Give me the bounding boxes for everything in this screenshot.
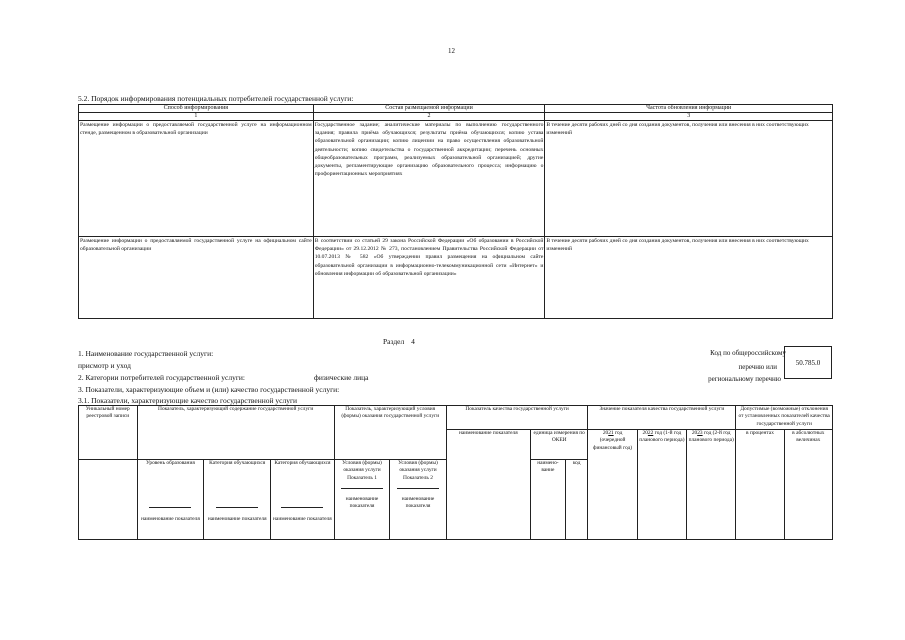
condition-indicator-2: Условия (формы) оказания услуги Показатель 2 наименование показателя (390, 460, 446, 540)
quality-indicators-table (78, 405, 833, 540)
content-indicator-2: Категория обучающихся наименование показателя (204, 460, 271, 540)
col-header-content: Состав размещаемой информации (313, 105, 545, 113)
col-header-frequency: Частота обновления информации (545, 105, 833, 113)
header-registry-number: Уникальный номер реестровой записи (79, 406, 138, 460)
header-indicator-values: Значение показателя качества государственной услуги (588, 406, 736, 430)
registry-code-box: 50.785.0 (784, 346, 832, 379)
header-unit-name: наимено-вание (530, 460, 565, 540)
section-52-heading: 5.2. Порядок информирования потенциальных потребителей государственной услуги: (78, 94, 354, 103)
consumer-category-label: 2. Категории потребителей государственной услуги: (78, 373, 246, 382)
col-number: 3 (545, 113, 833, 121)
informing-table (78, 104, 833, 319)
header-conditions-indicator: Показатель, характеризующий условия (формы) оказания государственной услуги (334, 406, 446, 460)
page-number: 12 (448, 47, 455, 55)
header-allowed-deviation: Допустимые (возможные) отклонения от установленных показателей качества государственной услуги (736, 406, 833, 430)
header-unit-code: код (565, 460, 588, 540)
header-year-1: 2021 год (очередной финансовый год) (588, 430, 637, 540)
code-label-2: перечню или (738, 363, 777, 371)
registry-number-cell (79, 460, 138, 540)
section-title: Раздел 4 (383, 337, 415, 346)
condition-indicator-1: Условия (формы) оказания услуги Показатель 1 наименование показателя (334, 460, 389, 540)
header-content-indicator: Показатель, характеризующий содержание государственной услуги (137, 406, 334, 460)
code-label-3: региональному перечню (708, 375, 781, 383)
header-unit: единица измерения по ОКЕИ (530, 430, 588, 460)
service-name-label: 1. Наименование государственной услуги: (78, 349, 214, 358)
header-deviation-percent: в процентах (736, 430, 784, 540)
frequency-cell: В течение десяти рабочих дней со дня создания документов, получения или внесения в них соответствующих изменений (545, 237, 833, 319)
header-indicator-name: наименование показателя (446, 430, 530, 540)
quality-indicators-label: 3.1. Показатели, характеризующие качество государственной услуги (78, 396, 298, 405)
content-indicator-3: Категория обучающихся наименование показателя (271, 460, 335, 540)
header-year-3: 2023 год (2-й год планового периода) (687, 430, 736, 540)
col-number: 1 (79, 113, 314, 121)
header-year-2: 2022 год (1-й год планового периода) (637, 430, 686, 540)
frequency-cell: В течение десяти рабочих дней со дня создания документов, получения или внесения в них соответствующих изменений (545, 121, 833, 237)
content-indicator-1: Уровень образования наименование показателя (137, 460, 204, 540)
header-quality-indicator: Показатель качества государственной услуги (446, 406, 588, 430)
header-deviation-absolute: в абсолютных величинах (784, 430, 832, 540)
col-number: 2 (313, 113, 545, 121)
col-header-method: Способ информирования (79, 105, 314, 113)
consumer-category-value: физические лица (314, 373, 369, 382)
code-label-1: Код по общероссийскому (710, 349, 786, 357)
content-cell: Государственное задание; аналитические материалы по выполнению государственного задания; правила приёма обучающихся; результаты приёма обучающихся; копию устава образовательной организации; копию лицензии на право осуществления образовательной деятельности; копию свидетельства о государственной аккредитации; перечень основных общеобразовательных программ, реализуемых образовательной организацией; другие документы, регламентирующие организацию образовательного процесса; информацию о профориентационных мероприятиях (313, 121, 545, 237)
service-name-value: присмотр и уход (78, 361, 131, 370)
method-cell: Размещение информации о предоставляемой государственной услуге на информационном стенде, размещенном в образовательной организации (79, 121, 314, 237)
method-cell: Размещение информации о предоставляемой государственной услуге на официальном сайте образовательной организации (79, 237, 314, 319)
indicators-label: 3. Показатели, характеризующие объем и (или) качество государственной услуги: (78, 385, 340, 394)
table-row (79, 237, 833, 319)
content-cell: В соответствии со статьей 29 закона Российской Федерации «Об образовании в Российской Федерации» от 29.12.2012 № 273, постановлением Правительства Российской Федерации от 10.07.2013 № 582 «Об утверждении правил размещения на официальном сайте образовательной организации в информационно-телекоммуникационной сети «Интернет» и обновления информации об образовательной организации» (313, 237, 545, 319)
table-row (79, 121, 833, 237)
